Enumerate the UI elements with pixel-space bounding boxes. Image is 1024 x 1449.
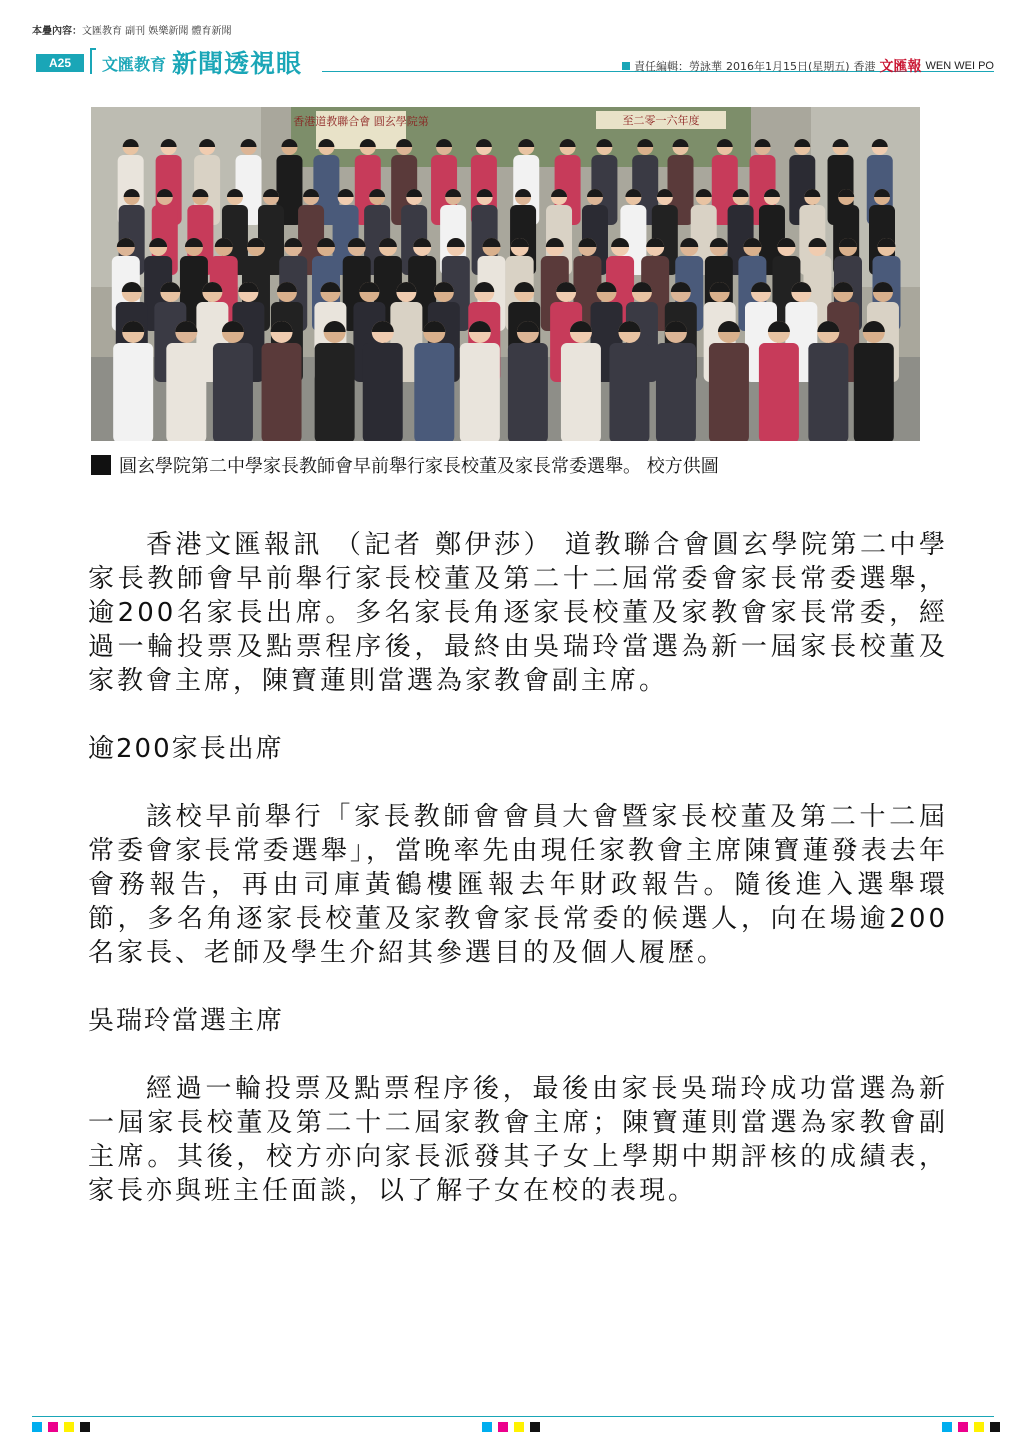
color-marks-left: [32, 1422, 90, 1432]
section-title: 新聞透視眼: [172, 49, 303, 78]
person-body: [759, 343, 799, 441]
person-body: [113, 343, 153, 441]
person-body: [363, 343, 403, 441]
photo-caption: [91, 452, 920, 478]
person-body: [854, 343, 894, 441]
person-body: [808, 343, 848, 441]
person-body: [609, 343, 649, 441]
article-body: [88, 528, 948, 1208]
person-body: [656, 343, 696, 441]
paragraph-result: 經過一輪投票及點票程序後，最後由家長吳瑞玲成功當選為新一屆家長校董及第二十二屆家教會主席；陳寶蓮則當選為家教會副主席。其後，校方亦向家長派發其子女上學期中期評核的成績表，家長亦與班主任面談，以了解子女在校的表現。: [88, 1074, 948, 1206]
print-registration-bar: [32, 1416, 994, 1436]
person-body: [166, 343, 206, 441]
contents-items: 文匯教育 副刊 娛樂新聞 體育新聞: [82, 26, 232, 37]
person-body: [508, 343, 548, 441]
issue-date: 2016年1月15日(星期五): [725, 60, 850, 73]
contents-label: 本疊內容：: [32, 26, 82, 37]
bottom-rule: [32, 1416, 994, 1417]
brand-english: WEN WEI PO: [925, 60, 994, 72]
banner-text-left: 香港道教聯合會 圓玄學院第: [293, 115, 429, 128]
person-body: [262, 343, 302, 441]
lead-paragraph: 香港文匯報訊 （記者 鄭伊莎） 道教聯合會圓玄學院第二中學家長教師會早前舉行家長校董及第二十二屆常委會家長常委選舉，逾200名家長出席。多名家長角逐家長校董及家教會家長常委，經過一輪投票及點票程序後，最終由吳瑞玲當選為新一屆家長校董及家教會主席，陳寶蓮則當選為家教會副主席。: [88, 530, 948, 696]
color-marks-right: [942, 1422, 1000, 1432]
square-bullet-icon: [622, 62, 630, 70]
page-number-badge: A25: [36, 54, 84, 72]
person-body: [460, 343, 500, 441]
caption-square-icon: [91, 455, 111, 475]
page-header: [32, 44, 994, 76]
editor-info: [622, 56, 994, 76]
person-body: [414, 343, 454, 441]
editor-name: 責任編輯：勞詠華: [633, 60, 722, 73]
subheading-attendance: 逾200家長出席: [88, 734, 284, 764]
city-label: 香港: [853, 60, 876, 73]
section-name: 文匯教育: [102, 55, 167, 74]
group-photo-illustration: [91, 107, 920, 441]
header-bracket-decoration: [90, 48, 96, 74]
person-body: [709, 343, 749, 441]
caption-text: 圓玄學院第二中學家長教師會早前舉行家長校董及家長常委選舉。 校方供圖: [119, 456, 719, 477]
paragraph-meeting: 該校早前舉行「家長教師會會員大會暨家長校董及第二十二屆常委會家長常委選舉」，當晚率先由現任家教會主席陳寶蓮發表去年會務報告，再由司庫黃鶴樓匯報去年財政報告。隨後進入選舉環節，多名角逐家長校董及家教會家長常委的候選人，向在場逾200名家長、老師及學生介紹其參選目的及個人履歷。: [88, 802, 948, 968]
subheading-chairman: 吳瑞玲當選主席: [88, 1006, 285, 1036]
brand-logo: 文匯報: [879, 59, 922, 75]
banner-text-right: 至二零一六年度: [622, 114, 700, 127]
color-marks-center: [482, 1422, 540, 1432]
person-body: [213, 343, 253, 441]
group-photo: [91, 107, 920, 441]
contents-line: [32, 22, 232, 37]
person-body: [561, 343, 601, 441]
person-body: [315, 343, 355, 441]
